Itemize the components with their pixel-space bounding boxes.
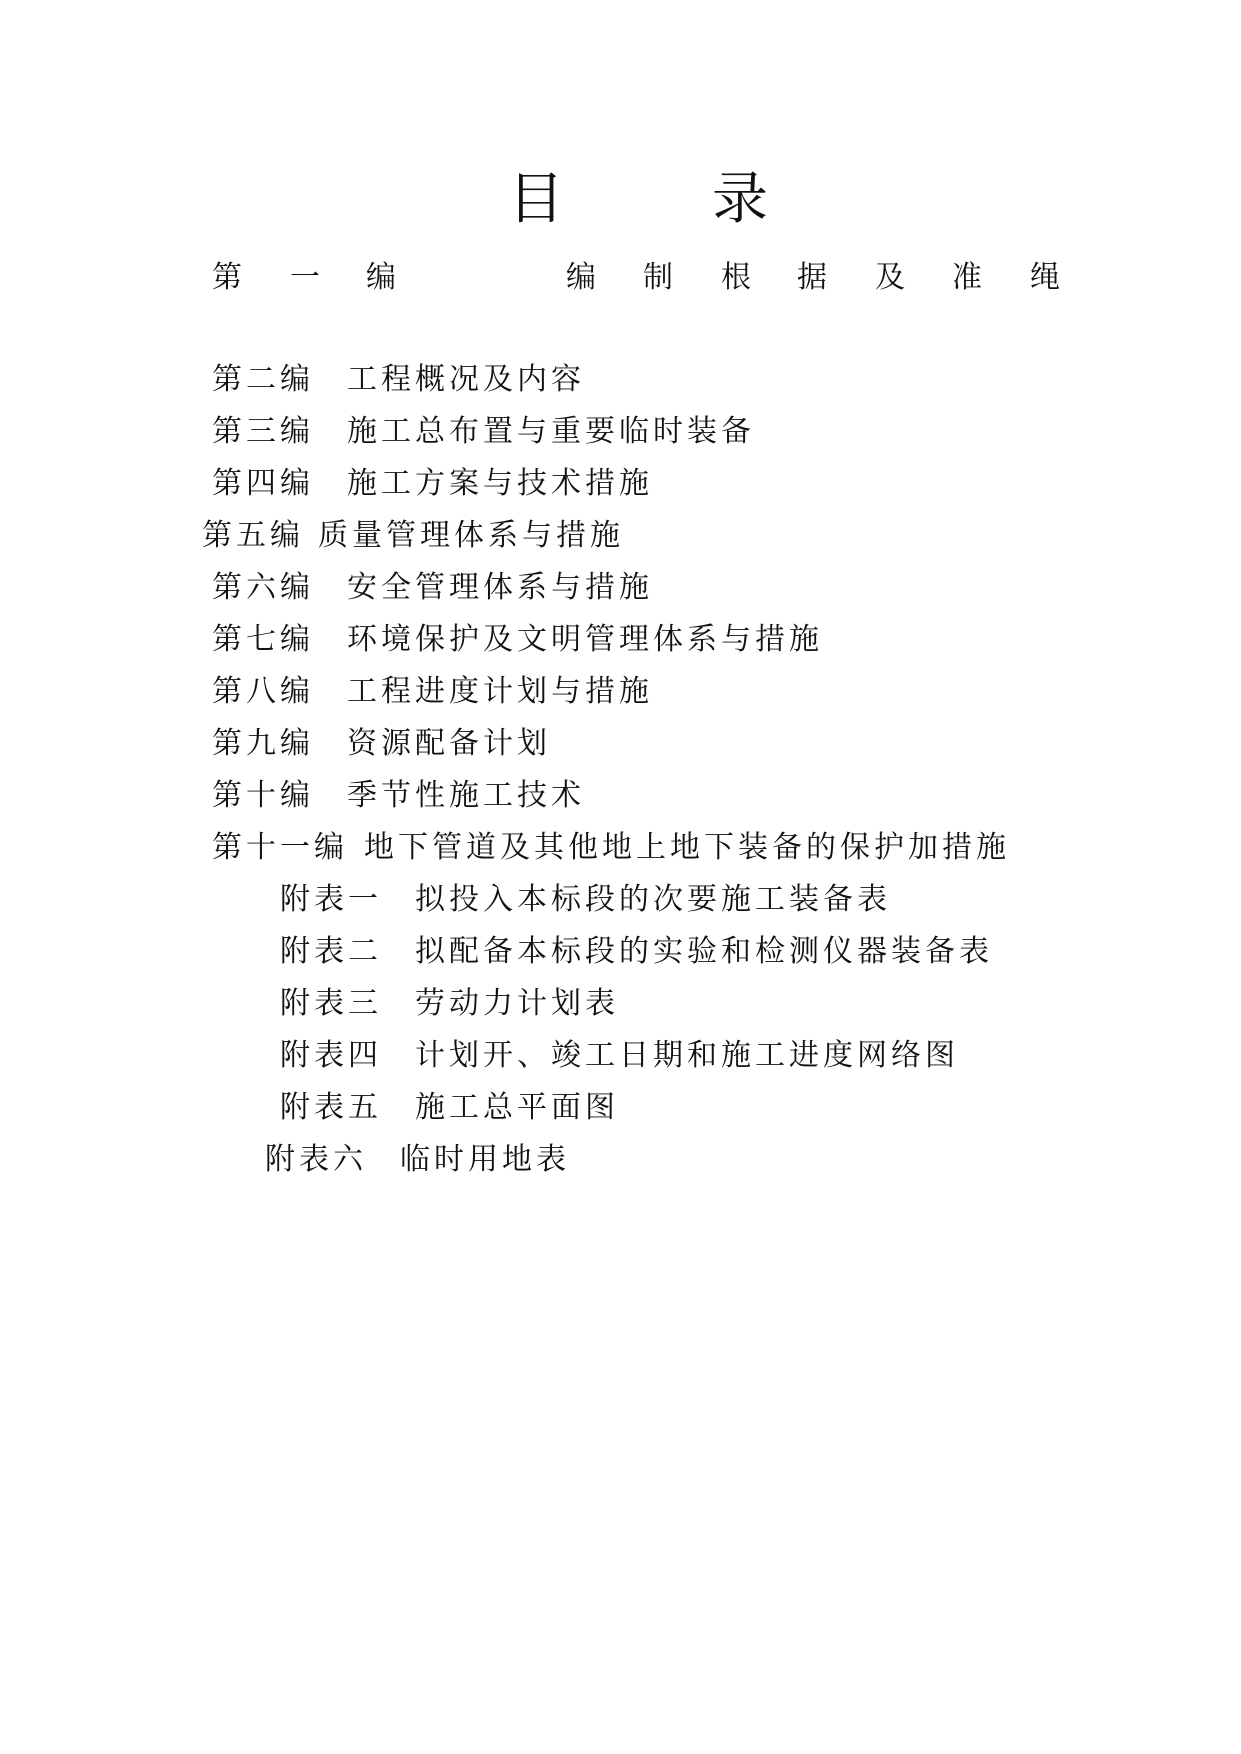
toc-entry-title: 环境保护及文明管理体系与措施 xyxy=(347,622,823,657)
toc-entry-number: 第四编 xyxy=(212,466,314,501)
toc-entry-title: 资源配备计划 xyxy=(347,726,551,761)
title-char-1: 目 xyxy=(508,167,564,232)
appendix-number: 附表五 xyxy=(280,1090,382,1125)
toc-entry-1-char: 制 xyxy=(643,260,673,295)
toc-entry xyxy=(212,672,653,712)
appendix-number: 附表一 xyxy=(280,882,382,917)
appendix-title: 施工总平面图 xyxy=(415,1090,619,1125)
page-title xyxy=(0,165,1241,235)
appendix-entry xyxy=(280,1088,619,1128)
toc-entry-1-char: 据 xyxy=(797,260,827,295)
title-char-2: 录 xyxy=(712,167,768,232)
toc-entry xyxy=(212,776,585,816)
appendix-title: 临时用地表 xyxy=(400,1142,570,1177)
toc-entry-title: 安全管理体系与措施 xyxy=(347,570,653,605)
appendix-number: 附表三 xyxy=(280,986,382,1021)
appendix-entry xyxy=(280,880,891,920)
toc-entry xyxy=(202,516,624,556)
toc-entry-number: 第八编 xyxy=(212,674,314,709)
toc-entry xyxy=(212,620,823,660)
toc-entry-number: 第五编 xyxy=(202,518,304,553)
toc-entry-number: 第六编 xyxy=(212,570,314,605)
toc-entry-1-char: 根 xyxy=(721,260,751,295)
toc-entry-title: 工程概况及内容 xyxy=(347,362,585,397)
toc-entry-title: 地下管道及其他地上地下装备的保护加措施 xyxy=(364,830,1010,865)
appendix-title: 计划开、竣工日期和施工进度网络图 xyxy=(415,1038,959,1073)
toc-entry xyxy=(212,464,653,504)
toc-entry-number: 第三编 xyxy=(212,414,314,449)
toc-entry-number: 第二编 xyxy=(212,362,314,397)
toc-entry-number: 第十一编 xyxy=(212,830,348,865)
toc-entry-1-char: 编 xyxy=(566,260,596,295)
toc-entry xyxy=(212,828,1010,868)
appendix-entry xyxy=(280,1036,959,1076)
toc-entry-number: 第十编 xyxy=(212,778,314,813)
appendix-title: 劳动力计划表 xyxy=(415,986,619,1021)
toc-entry xyxy=(212,360,585,400)
toc-entry-1 xyxy=(0,258,1241,298)
toc-entry-title: 工程进度计划与措施 xyxy=(347,674,653,709)
appendix-title: 拟投入本标段的次要施工装备表 xyxy=(415,882,891,917)
toc-entry xyxy=(212,724,551,764)
toc-entry-1-char: 及 xyxy=(875,260,905,295)
toc-entry-1-char: 编 xyxy=(366,260,396,295)
toc-entry xyxy=(212,412,755,452)
appendix-number: 附表四 xyxy=(280,1038,382,1073)
appendix-number: 附表二 xyxy=(280,934,382,969)
toc-entry-1-char: 一 xyxy=(290,260,320,295)
toc-entry-title: 季节性施工技术 xyxy=(347,778,585,813)
toc-entry xyxy=(212,568,653,608)
toc-entry-number: 第九编 xyxy=(212,726,314,761)
toc-entry-1-char: 第 xyxy=(212,260,242,295)
appendix-entry xyxy=(280,984,619,1024)
toc-entry-title: 施工方案与技术措施 xyxy=(347,466,653,501)
appendix-entry xyxy=(280,932,993,972)
toc-entry-1-char: 绳 xyxy=(1030,260,1060,295)
appendix-entry xyxy=(265,1140,570,1180)
appendix-title: 拟配备本标段的实验和检测仪器装备表 xyxy=(415,934,993,969)
toc-entry-number: 第七编 xyxy=(212,622,314,657)
appendix-number: 附表六 xyxy=(265,1142,367,1177)
toc-entry-title: 质量管理体系与措施 xyxy=(318,518,624,553)
toc-entry-title: 施工总布置与重要临时装备 xyxy=(347,414,755,449)
toc-entry-1-char: 准 xyxy=(952,260,982,295)
